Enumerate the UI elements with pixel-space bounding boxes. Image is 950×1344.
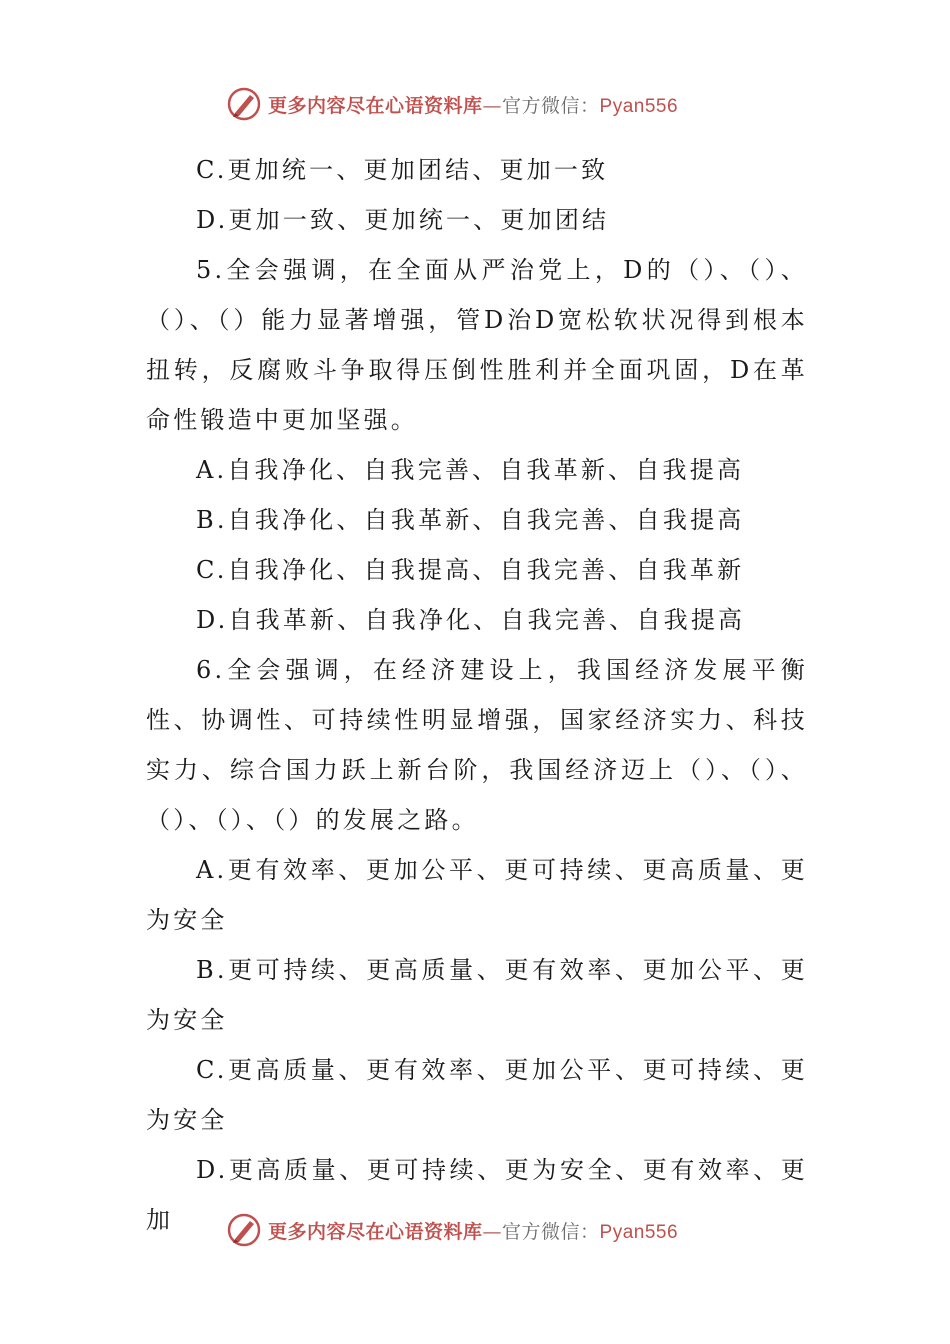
option-line: C.自我净化、自我提高、自我完善、自我革新 — [196, 556, 745, 584]
banner-wechat-id: Pyan556 — [599, 1221, 679, 1243]
option-line: B.自我净化、自我革新、自我完善、自我提高 — [196, 506, 745, 534]
footer-banner — [226, 1212, 746, 1248]
question-5: 5.全会强调，在全面从严治党上，D的（）、（）、（）、（）能力显著增强，管D治D宽松软状况得到根本扭转，反腐败斗争取得压倒性胜利并全面巩固，D在革命性锻造中更加坚强。 — [146, 256, 808, 434]
option-line: D.更加一致、更加统一、更加团结 — [196, 206, 610, 234]
option-line: A.更有效率、更加公平、更可持续、更高质量、更为安全 — [146, 856, 808, 934]
option-line: A.自我净化、自我完善、自我革新、自我提高 — [196, 456, 745, 484]
option-line: C.更加统一、更加团结、更加一致 — [196, 156, 609, 184]
banner-dash: — — [482, 1220, 503, 1243]
option-line: D.更高质量、更可持续、更为安全、更有效率、更加 — [146, 1156, 808, 1234]
option-line: C.更高质量、更有效率、更加公平、更可持续、更为安全 — [146, 1056, 808, 1134]
banner-wechat-label: 官方微信： — [502, 1220, 600, 1243]
pen-logo-icon — [226, 86, 262, 122]
banner-dash: — — [482, 94, 503, 117]
document-body — [146, 145, 808, 1245]
option-line: D.自我革新、自我净化、自我完善、自我提高 — [196, 606, 746, 634]
header-banner — [226, 86, 746, 122]
pen-logo-icon — [226, 1212, 262, 1248]
option-line: B.更可持续、更高质量、更有效率、更加公平、更为安全 — [146, 956, 808, 1034]
banner-title: 更多内容尽在心语资料库 — [268, 1220, 483, 1243]
banner-title: 更多内容尽在心语资料库 — [268, 94, 483, 117]
question-6: 6.全会强调，在经济建设上，我国经济发展平衡性、协调性、可持续性明显增强，国家经济实力、科技实力、综合国力跃上新台阶，我国经济迈上（）、（）、（）、（）、（）的发展之路。 — [146, 656, 808, 834]
banner-wechat-id: Pyan556 — [599, 95, 679, 117]
banner-wechat-label: 官方微信： — [502, 94, 600, 117]
